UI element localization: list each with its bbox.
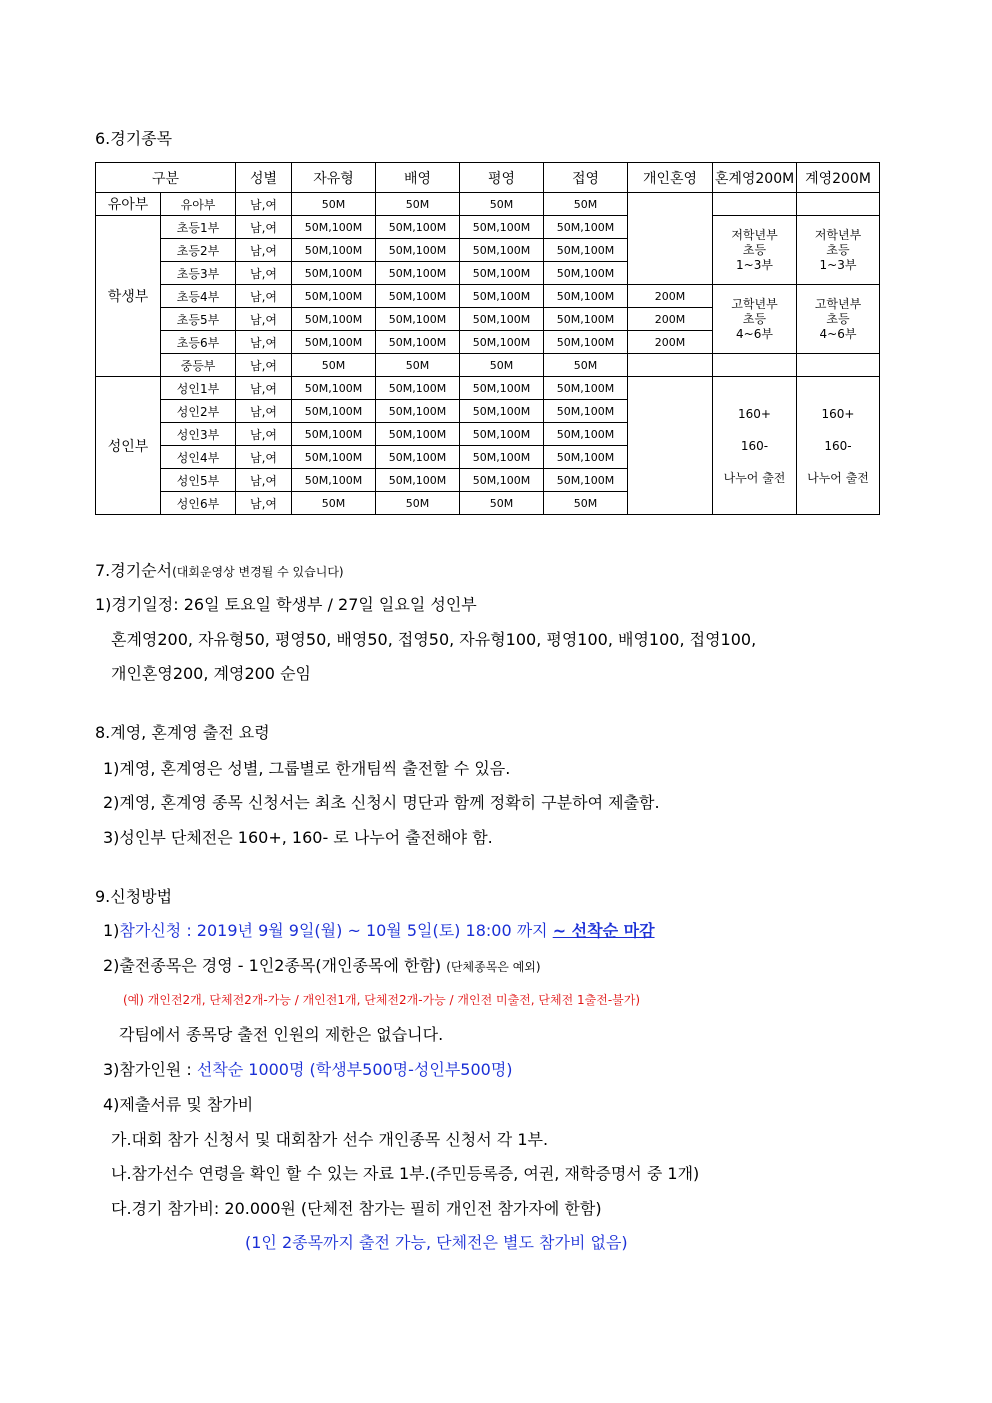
gender-cell: 남,여 (236, 262, 292, 285)
back-cell: 50M (376, 354, 460, 377)
fly-cell: 50M,100M (544, 262, 628, 285)
section9-title: 9.신청방법 (95, 887, 173, 906)
free-cell: 50M (292, 492, 376, 515)
im-empty-cell (628, 354, 713, 377)
group-adult: 성인부 (96, 377, 161, 515)
upper-grade-line: 고학년부 (731, 296, 778, 311)
order-line: 혼계영200, 자유형50, 평영50, 배영50, 접영50, 자유형100, 평영100, 배영100, 접영100, (111, 630, 757, 649)
back-cell: 50M,100M (376, 285, 460, 308)
free-cell: 50M,100M (292, 285, 376, 308)
header-breaststroke: 평영 (460, 163, 544, 193)
relay-empty-cell (797, 354, 880, 377)
free-cell: 50M,100M (292, 308, 376, 331)
im-empty-cell (628, 193, 713, 285)
table-row (96, 354, 880, 377)
division-cell: 성인1부 (161, 377, 236, 400)
schedule-line: 1)경기일정: 26일 토요일 학생부 / 27일 일요일 성인부 (95, 595, 477, 614)
lower-grade-line: 초등 (826, 242, 850, 257)
im-cell: 200M (628, 285, 713, 308)
fly-cell: 50M,100M (544, 308, 628, 331)
back-cell: 50M,100M (376, 262, 460, 285)
upper-grade-relay-cell (797, 285, 880, 354)
relay-rule: 2)계영, 혼계영 종목 신청서는 최초 신청시 명단과 함께 정확히 구분하여 제출함. (103, 793, 660, 812)
division-cell: 성인6부 (161, 492, 236, 515)
free-cell: 50M,100M (292, 469, 376, 492)
division-cell: 성인3부 (161, 423, 236, 446)
gender-cell: 남,여 (236, 216, 292, 239)
fly-cell: 50M,100M (544, 331, 628, 354)
relay-rule: 3)성인부 단체전은 160+, 160- 로 나누어 출전해야 함. (103, 828, 493, 847)
table-header-row (96, 163, 880, 193)
breast-cell: 50M,100M (460, 446, 544, 469)
upper-grade-medley-cell (713, 285, 797, 354)
back-cell: 50M,100M (376, 331, 460, 354)
fly-cell: 50M (544, 354, 628, 377)
free-cell: 50M,100M (292, 331, 376, 354)
fly-cell: 50M,100M (544, 216, 628, 239)
back-cell: 50M,100M (376, 469, 460, 492)
group-student: 학생부 (96, 216, 161, 377)
lower-grade-relay-cell (797, 216, 880, 285)
breast-cell: 50M (460, 492, 544, 515)
back-cell: 50M,100M (376, 423, 460, 446)
division-cell: 중등부 (161, 354, 236, 377)
header-medley-relay: 혼계영200M (713, 163, 797, 193)
documents-heading: 4)제출서류 및 참가비 (103, 1095, 254, 1114)
event-limit-line (103, 953, 541, 976)
header-individual-medley: 개인혼영 (628, 163, 713, 193)
gender-cell: 남,여 (236, 377, 292, 400)
division-cell: 초등4부 (161, 285, 236, 308)
team-limit-line: 각팀에서 종목당 출전 인원의 제한은 없습니다. (119, 1025, 444, 1044)
adult-relay-line: 160- (824, 438, 852, 453)
event-limit-example: (예) 개인전2개, 단체전2개-가능 / 개인전1개, 단체전2개-가능 / 개인전 미출전, 단체전 1출전-불가) (123, 993, 641, 1007)
division-cell: 초등5부 (161, 308, 236, 331)
lower-grade-line: 1~3부 (819, 257, 857, 272)
section6-title: 6.경기종목 (95, 129, 173, 148)
event-limit-note: (단체종목은 예외) (446, 960, 541, 974)
gender-cell: 남,여 (236, 193, 292, 216)
free-cell: 50M,100M (292, 239, 376, 262)
upper-grade-line: 4~6부 (736, 326, 773, 341)
relay-rule: 1)계영, 혼계영은 성별, 그룹별로 한개팀씩 출전할 수 있음. (103, 759, 511, 778)
gender-cell: 남,여 (236, 492, 292, 515)
back-cell: 50M,100M (376, 216, 460, 239)
division-cell: 초등2부 (161, 239, 236, 262)
free-cell: 50M (292, 193, 376, 216)
lower-grade-line: 초등 (742, 242, 767, 257)
order-line: 개인혼영200, 계영200 순임 (111, 664, 311, 683)
documents-item: 나.참가선수 연령을 확인 할 수 있는 자료 1부.(주민등록증, 여권, 재학증명서 중 1개) (111, 1164, 700, 1183)
breast-cell: 50M,100M (460, 400, 544, 423)
participant-limit-prefix: 3)참가인원 : (103, 1060, 197, 1079)
participant-limit-line (103, 1057, 513, 1080)
fly-cell: 50M (544, 193, 628, 216)
event-limit-text: 2)출전종목은 경영 - 1인2종목(개인종목에 한함) (103, 956, 447, 975)
adult-relay-line: 나누어 출전 (807, 470, 869, 485)
im-empty-cell (628, 377, 713, 515)
registration-period (103, 918, 655, 941)
free-cell: 50M (292, 354, 376, 377)
upper-grade-line: 고학년부 (814, 296, 862, 311)
header-butterfly: 접영 (544, 163, 628, 193)
section8-title: 8.계영, 혼계영 출전 요령 (95, 723, 270, 742)
registration-prefix: 1) (103, 921, 120, 940)
section7-title-note: (대회운영상 변경될 수 있습니다) (172, 565, 344, 579)
free-cell: 50M,100M (292, 216, 376, 239)
gender-cell: 남,여 (236, 285, 292, 308)
breast-cell: 50M,100M (460, 308, 544, 331)
adult-relay-line: 160- (740, 438, 769, 453)
gender-cell: 남,여 (236, 308, 292, 331)
breast-cell: 50M,100M (460, 285, 544, 308)
breast-cell: 50M,100M (460, 331, 544, 354)
adult-relay-cell (797, 377, 880, 515)
fly-cell: 50M (544, 492, 628, 515)
division-cell: 초등1부 (161, 216, 236, 239)
back-cell: 50M,100M (376, 446, 460, 469)
back-cell: 50M (376, 193, 460, 216)
breast-cell: 50M,100M (460, 423, 544, 446)
header-backstroke: 배영 (376, 163, 460, 193)
division-cell: 초등3부 (161, 262, 236, 285)
lower-grade-medley-cell (713, 216, 797, 285)
fly-cell: 50M,100M (544, 423, 628, 446)
free-cell: 50M,100M (292, 400, 376, 423)
upper-grade-line: 4~6부 (819, 326, 857, 341)
relay-empty-cell (797, 193, 880, 216)
table-row (96, 377, 880, 400)
breast-cell: 50M,100M (460, 469, 544, 492)
lower-grade-line: 저학년부 (731, 227, 778, 242)
back-cell: 50M,100M (376, 239, 460, 262)
free-cell: 50M,100M (292, 446, 376, 469)
gender-cell: 남,여 (236, 400, 292, 423)
gender-cell: 남,여 (236, 446, 292, 469)
im-cell: 200M (628, 331, 713, 354)
breast-cell: 50M,100M (460, 216, 544, 239)
fly-cell: 50M,100M (544, 239, 628, 262)
header-freestyle: 자유형 (292, 163, 376, 193)
upper-grade-line: 초등 (826, 311, 850, 326)
back-cell: 50M,100M (376, 308, 460, 331)
gender-cell: 남,여 (236, 469, 292, 492)
table-row (96, 285, 880, 308)
fly-cell: 50M,100M (544, 377, 628, 400)
upper-grade-line: 초등 (742, 311, 767, 326)
division-cell: 초등6부 (161, 331, 236, 354)
fly-cell: 50M,100M (544, 400, 628, 423)
lower-grade-line: 저학년부 (814, 227, 862, 242)
fly-cell: 50M,100M (544, 285, 628, 308)
breast-cell: 50M,100M (460, 262, 544, 285)
division-cell: 유아부 (161, 193, 236, 216)
adult-relay-line: 160+ (821, 406, 855, 421)
adult-relay-line: 160+ (738, 406, 771, 421)
breast-cell: 50M,100M (460, 239, 544, 262)
free-cell: 50M,100M (292, 423, 376, 446)
division-cell: 성인4부 (161, 446, 236, 469)
header-category: 구분 (96, 163, 236, 193)
section7-title (95, 558, 344, 581)
fly-cell: 50M,100M (544, 469, 628, 492)
fee-line: 다.경기 참가비: 20.000원 (단체전 참가는 필히 개인전 참가자에 한함) (111, 1199, 602, 1218)
gender-cell: 남,여 (236, 354, 292, 377)
gender-cell: 남,여 (236, 423, 292, 446)
gender-cell: 남,여 (236, 331, 292, 354)
table-row (96, 216, 880, 239)
breast-cell: 50M (460, 354, 544, 377)
lower-grade-line: 1~3부 (736, 257, 773, 272)
header-gender: 성별 (236, 163, 292, 193)
breast-cell: 50M (460, 193, 544, 216)
adult-relay-line: 나누어 출전 (723, 470, 786, 485)
medley-empty-cell (713, 193, 797, 216)
documents-item: 가.대회 참가 신청서 및 대회참가 선수 개인종목 신청서 각 1부. (111, 1130, 549, 1149)
division-cell: 성인5부 (161, 469, 236, 492)
division-cell: 성인2부 (161, 400, 236, 423)
free-cell: 50M,100M (292, 377, 376, 400)
first-come-notice: ~ 선착순 마감 (552, 921, 655, 940)
section7-title-text: 7.경기순서 (95, 561, 173, 580)
group-kindergarten: 유아부 (96, 193, 161, 216)
fly-cell: 50M,100M (544, 446, 628, 469)
events-table (95, 162, 880, 515)
back-cell: 50M,100M (376, 377, 460, 400)
adult-medley-cell (713, 377, 797, 515)
registration-period-text: 참가신청 : 2019년 9월 9일(월) ~ 10월 5일(토) 18:00 까지 (119, 921, 553, 940)
im-cell: 200M (628, 308, 713, 331)
free-cell: 50M,100M (292, 262, 376, 285)
fee-note: (1인 2종목까지 출전 가능, 단체전은 별도 참가비 없음) (245, 1233, 628, 1252)
table-row (96, 193, 880, 216)
breast-cell: 50M,100M (460, 377, 544, 400)
medley-empty-cell (713, 354, 797, 377)
back-cell: 50M (376, 492, 460, 515)
participant-limit-value: 선착순 1000명 (학생부500명-성인부500명) (196, 1060, 513, 1079)
back-cell: 50M,100M (376, 400, 460, 423)
gender-cell: 남,여 (236, 239, 292, 262)
header-freestyle-relay: 계영200M (797, 163, 880, 193)
